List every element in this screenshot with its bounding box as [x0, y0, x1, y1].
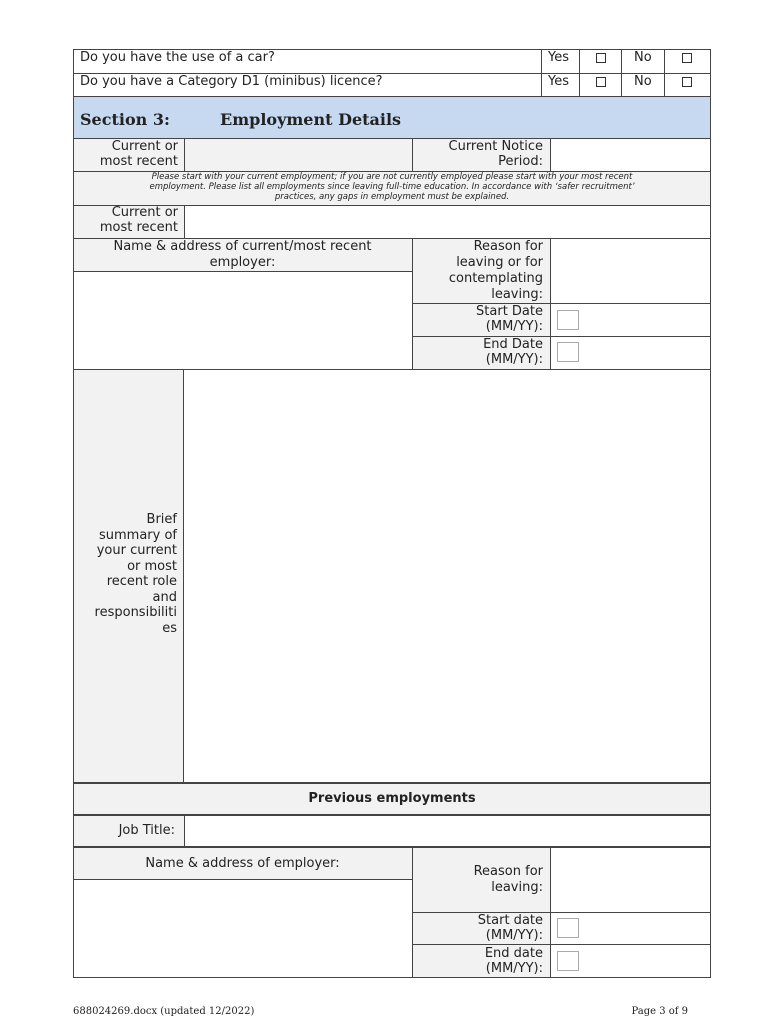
- previous-reason-line1: Reason for: [473, 864, 543, 879]
- instruction-line3: practices, any gaps in employment must be explained.: [274, 192, 510, 202]
- reason-label-line1: Reason for: [473, 239, 543, 254]
- car-no-label: No: [634, 50, 652, 65]
- previous-job-title-field[interactable]: [185, 816, 710, 846]
- previous-employer-label: Name & address of employer:: [145, 856, 340, 871]
- summary-line: Brief: [146, 512, 177, 527]
- instruction-line1: Please start with your current employment; if you are not currently employed please start with your most recent: [151, 172, 633, 182]
- licence-yes-label: Yes: [548, 74, 569, 89]
- current-job-title-field[interactable]: [185, 206, 710, 238]
- notice-label-line1: Current Notice: [448, 139, 543, 154]
- current2-label-line2: most recent: [99, 220, 178, 235]
- current-label-line1: Current or: [111, 139, 178, 154]
- licence-no-checkbox[interactable]: [682, 77, 692, 87]
- footer-page-number: Page 3 of 9: [631, 1006, 688, 1017]
- previous-end-label-line1: End date: [484, 946, 543, 961]
- footer-document-name: 688024269.docx (updated 12/2022): [73, 1006, 255, 1017]
- licence-no-label: No: [634, 74, 652, 89]
- job-title-label: Job Title:: [118, 823, 175, 838]
- previous-reason-field[interactable]: [551, 848, 710, 912]
- reason-label-line3: contemplating: [448, 271, 543, 286]
- licence-yes-checkbox[interactable]: [596, 77, 606, 87]
- previous-end-date-input[interactable]: [557, 951, 579, 971]
- car-no-checkbox[interactable]: [682, 53, 692, 63]
- summary-line: and: [152, 589, 177, 605]
- previous-reason-line2: leaving:: [491, 880, 543, 895]
- previous-start-label-line1: Start date: [477, 913, 543, 928]
- reason-for-leaving-field[interactable]: [551, 239, 710, 303]
- licence-question: Do you have a Category D1 (minibus) licence?: [80, 74, 383, 89]
- reason-label-line4: leaving:: [491, 287, 543, 302]
- reason-label-line2: leaving or for: [456, 255, 543, 270]
- car-yes-label: Yes: [548, 50, 569, 65]
- employer-address-field[interactable]: [74, 272, 412, 369]
- previous-start-label-line2: (MM/YY):: [485, 928, 543, 943]
- notice-period-field[interactable]: [551, 139, 710, 171]
- summary-line: your current: [96, 543, 177, 558]
- car-question: Do you have the use of a car?: [80, 50, 275, 65]
- current-employment-field[interactable]: [185, 139, 411, 171]
- previous-end-label-line2: (MM/YY):: [485, 961, 543, 976]
- current-label-line2: most recent: [99, 154, 178, 169]
- summary-line: responsibiliti: [94, 605, 177, 620]
- summary-line: recent role: [106, 574, 177, 589]
- role-summary-field[interactable]: [184, 370, 710, 782]
- start-date-label-line1: Start Date: [476, 304, 543, 319]
- summary-line: or most: [127, 558, 177, 574]
- end-date-input[interactable]: [557, 342, 579, 362]
- employer-label-line1: Name & address of current/most recent: [113, 239, 372, 254]
- start-date-label-line2: (MM/YY):: [485, 319, 543, 334]
- employer-label-line2: employer:: [209, 255, 276, 270]
- previous-employer-address-field[interactable]: [74, 880, 412, 977]
- start-date-input[interactable]: [557, 310, 579, 330]
- previous-start-date-input[interactable]: [557, 918, 579, 938]
- section-title: Employment Details: [220, 110, 402, 129]
- notice-label-line2: Period:: [498, 154, 543, 169]
- end-date-label-line1: End Date: [483, 337, 543, 352]
- summary-line: summary of: [98, 527, 177, 543]
- summary-line: es: [162, 620, 177, 636]
- current2-label-line1: Current or: [111, 205, 178, 220]
- section-number: Section 3:: [80, 110, 170, 129]
- summary-label: [74, 512, 177, 636]
- end-date-label-line2: (MM/YY):: [485, 352, 543, 367]
- instruction-line2: employment. Please list all employments since leaving full-time education. In accordance with ‘safer recruitment’: [149, 182, 635, 192]
- car-yes-checkbox[interactable]: [596, 53, 606, 63]
- previous-employments-heading: Previous employments: [308, 791, 476, 806]
